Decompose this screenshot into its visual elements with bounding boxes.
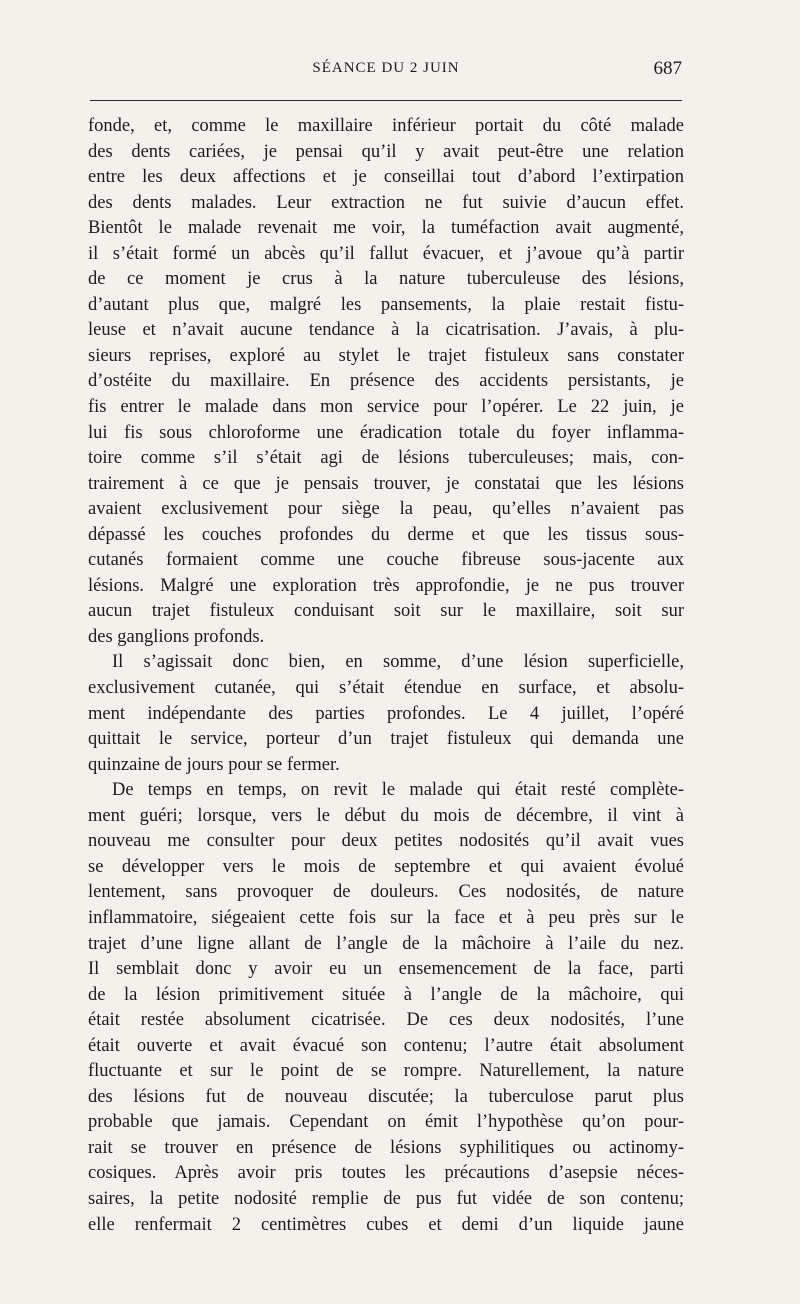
- text-line: cosiques. Après avoir pris toutes les précautions d’asepsie néces-: [88, 1163, 684, 1184]
- text-line: fluctuante et sur le point de se rompre. Naturellement, la nature: [88, 1061, 684, 1082]
- text-line: fonde, et, comme le maxillaire inférieur portait du côté malade: [88, 116, 684, 136]
- text-line: toire comme s’il s’était agi de lésions tuberculeuses; mais, con-: [88, 448, 684, 469]
- text-line: dépassé les couches profondes du derme et que les tissus sous-: [88, 524, 684, 545]
- text-line: quinzaine de jours pour se fermer.: [88, 754, 340, 775]
- text-line: était restée absolument cicatrisée. De ces deux nodosités, l’une: [88, 1010, 684, 1031]
- text-line: elle renfermait 2 centimètres cubes et demi d’un liquide jaune: [88, 1214, 684, 1235]
- text-line: Il s’agissait donc bien, en somme, d’une lésion superficielle,: [112, 652, 684, 673]
- text-line: d’ostéite du maxillaire. En présence des accidents persistants, je: [88, 371, 684, 392]
- text-line: quittait le service, porteur d’un trajet fistuleux qui demanda une: [88, 729, 684, 750]
- text-line: cutanés formaient comme une couche fibreuse sous-jacente aux: [88, 550, 684, 571]
- text-line: lui fis sous chloroforme une éradication totale du foyer inflamma-: [88, 422, 684, 443]
- text-line: était ouverte et avait évacué son contenu; l’autre était absolument: [88, 1035, 684, 1056]
- text-line: Il semblait donc y avoir eu un ensemencement de la face, parti: [88, 959, 684, 980]
- text-line: de la lésion primitivement située à l’angle de la mâchoire, qui: [88, 984, 684, 1005]
- body-text: [88, 114, 684, 1238]
- text-line: lentement, sans provoquer de douleurs. Ces nodosités, de nature: [88, 882, 684, 903]
- text-line: lésions. Malgré une exploration très approfondie, je ne pus trouver: [88, 575, 684, 596]
- paragraph: [88, 650, 684, 778]
- text-line: exclusivement cutanée, qui s’était étendue en surface, et absolu-: [88, 678, 684, 699]
- text-line: Bientôt le malade revenait me voir, la tuméfaction avait augmenté,: [88, 218, 684, 239]
- text-line: des lésions fut de nouveau discutée; la tuberculose parut plus: [88, 1086, 684, 1107]
- paragraph: [88, 778, 684, 1238]
- text-line: se développer vers le mois de septembre et qui avaient évolué: [88, 856, 684, 877]
- running-head: SÉANCE DU 2 JUIN: [312, 60, 460, 76]
- text-line: trajet d’une ligne allant de l’angle de la mâchoire à l’aile du nez.: [88, 933, 684, 954]
- text-line: il s’était formé un abcès qu’il fallut évacuer, et j’avoue qu’à partir: [88, 243, 684, 264]
- text-line: saires, la petite nodosité remplie de pus fut vidée de son contenu;: [88, 1188, 684, 1209]
- text-line: sieurs reprises, exploré au stylet le trajet fistuleux sans constater: [88, 345, 684, 366]
- text-line: nouveau me consulter pour deux petites nodosités qu’il avait vues: [88, 831, 684, 852]
- text-line: De temps en temps, on revit le malade qui était resté complète-: [112, 780, 684, 801]
- text-line: trairement à ce que je pensais trouver, je constatai que les lésions: [88, 473, 684, 494]
- text-line: probable que jamais. Cependant on émit l’hypothèse qu’on pour-: [88, 1112, 684, 1133]
- text-line: entre les deux affections et je conseillai tout d’abord l’extirpation: [88, 167, 684, 188]
- page-header: [90, 58, 682, 86]
- text-line: de ce moment je crus à la nature tuberculeuse des lésions,: [88, 269, 684, 290]
- text-line: rait se trouver en présence de lésions syphilitiques ou actinomy-: [88, 1137, 684, 1158]
- paragraph: [88, 114, 684, 650]
- text-line: inflammatoire, siégeaient cette fois sur la face et à peu près sur le: [88, 907, 684, 928]
- header-rule: [90, 100, 682, 101]
- text-line: aucun trajet fistuleux conduisant soit sur le maxillaire, soit sur: [88, 601, 684, 622]
- text-line: ment guéri; lorsque, vers le début du mois de décembre, il vint à: [88, 805, 684, 826]
- text-line: avaient exclusivement pour siège la peau, qu’elles n’avaient pas: [88, 499, 684, 520]
- text-line: ment indépendante des parties profondes. Le 4 juillet, l’opéré: [88, 703, 684, 724]
- text-line: d’autant plus que, malgré les pansements, la plaie restait fistu-: [88, 294, 684, 315]
- text-line: fis entrer le malade dans mon service pour l’opérer. Le 22 juin, je: [88, 397, 684, 418]
- text-line: leuse et n’avait aucune tendance à la cicatrisation. J’avais, à plu-: [88, 320, 684, 341]
- text-line: des dents cariées, je pensai qu’il y avait peut-être une relation: [88, 141, 684, 162]
- page-number: 687: [653, 58, 682, 79]
- text-line: des dents malades. Leur extraction ne fut suivie d’aucun effet.: [88, 192, 684, 213]
- text-line: des ganglions profonds.: [88, 626, 265, 647]
